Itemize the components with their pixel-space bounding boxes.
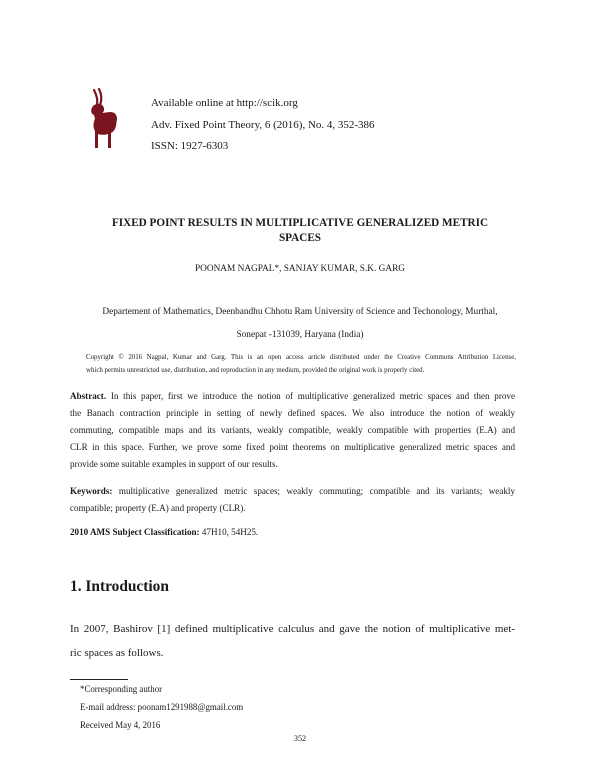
ams-value: 47H10, 54H25. [201,527,259,537]
copyright-line-1: Copyright © 2016 Nagpal, Kumar and Garg. This is an open access article distributed under the Creative Commons Attribution License, [86,354,516,361]
affiliation-line-2: Sonepat -131039, Haryana (India) [236,330,364,340]
availability-line: Available online at http://scik.org [151,97,298,109]
introduction-paragraph [70,617,515,665]
footnote-received: Received May 4, 2016 [80,720,161,730]
intro-line-2: ric spaces as follows. [70,647,164,659]
title-line-1: FIXED POINT RESULTS IN MULTIPLICATIVE GENERALIZED METRIC [111,217,489,229]
antelope-logo-icon [80,86,120,150]
copyright-notice [86,351,516,377]
paper-title [70,216,530,246]
keywords-line-2: compatible; property (E.A) and property (CLR). [70,503,246,513]
author-list: POONAM NAGPAL*, SANJAY KUMAR, S.K. GARG [195,264,405,274]
affiliation [70,301,530,347]
keywords [70,483,515,517]
page-number: 352 [293,734,307,743]
affiliation-line-1: Departement of Mathematics, Deenbandhu Chhotu Ram University of Science and Techonology, Murthal, [102,307,498,317]
abstract-line-3: commuting, compatible maps and its variants, weakly compatible, weakly compatible with properties (E.A) and [70,425,515,435]
section-heading: 1. Introduction [70,578,169,595]
footnote-corresponding: *Corresponding author [80,684,163,694]
copyright-line-2: which permits unrestricted use, distribution, and reproduction in any medium, provided the original work is properly cited. [86,367,425,374]
footnote-email: E-mail address: poonam1291988@gmail.com [80,702,244,712]
intro-line-1: In 2007, Bashirov [1] defined multiplicative calculus and gave the notion of multiplicative met- [70,623,515,635]
abstract-line-1: In this paper, first we introduce the notion of multiplicative generalized metric spaces and then prove [110,391,515,401]
journal-citation: Adv. Fixed Point Theory, 6 (2016), No. 4, 352-386 [151,119,375,131]
abstract-line-5: provide some suitable examples in support of our results. [70,459,278,469]
abstract-line-2: the Banach contraction principle in setting of newly defined spaces. We also introduce the notion of weakly [70,408,515,418]
keywords-label: Keywords: [70,486,113,496]
abstract [70,388,515,473]
keywords-line-1: multiplicative generalized metric spaces; weakly commuting; compatible and its variants; weakly [118,486,515,496]
ams-label: 2010 AMS Subject Classification: [70,527,200,537]
abstract-line-4: CLR in this space. Further, we prove some fixed point theorems on multiplicative generalized metric spaces and [70,442,515,452]
issn-line: ISSN: 1927-6303 [151,140,229,152]
ams-classification [70,527,258,537]
footnote-divider [70,679,128,680]
title-line-2: SPACES [278,232,322,244]
abstract-label: Abstract. [70,391,107,401]
